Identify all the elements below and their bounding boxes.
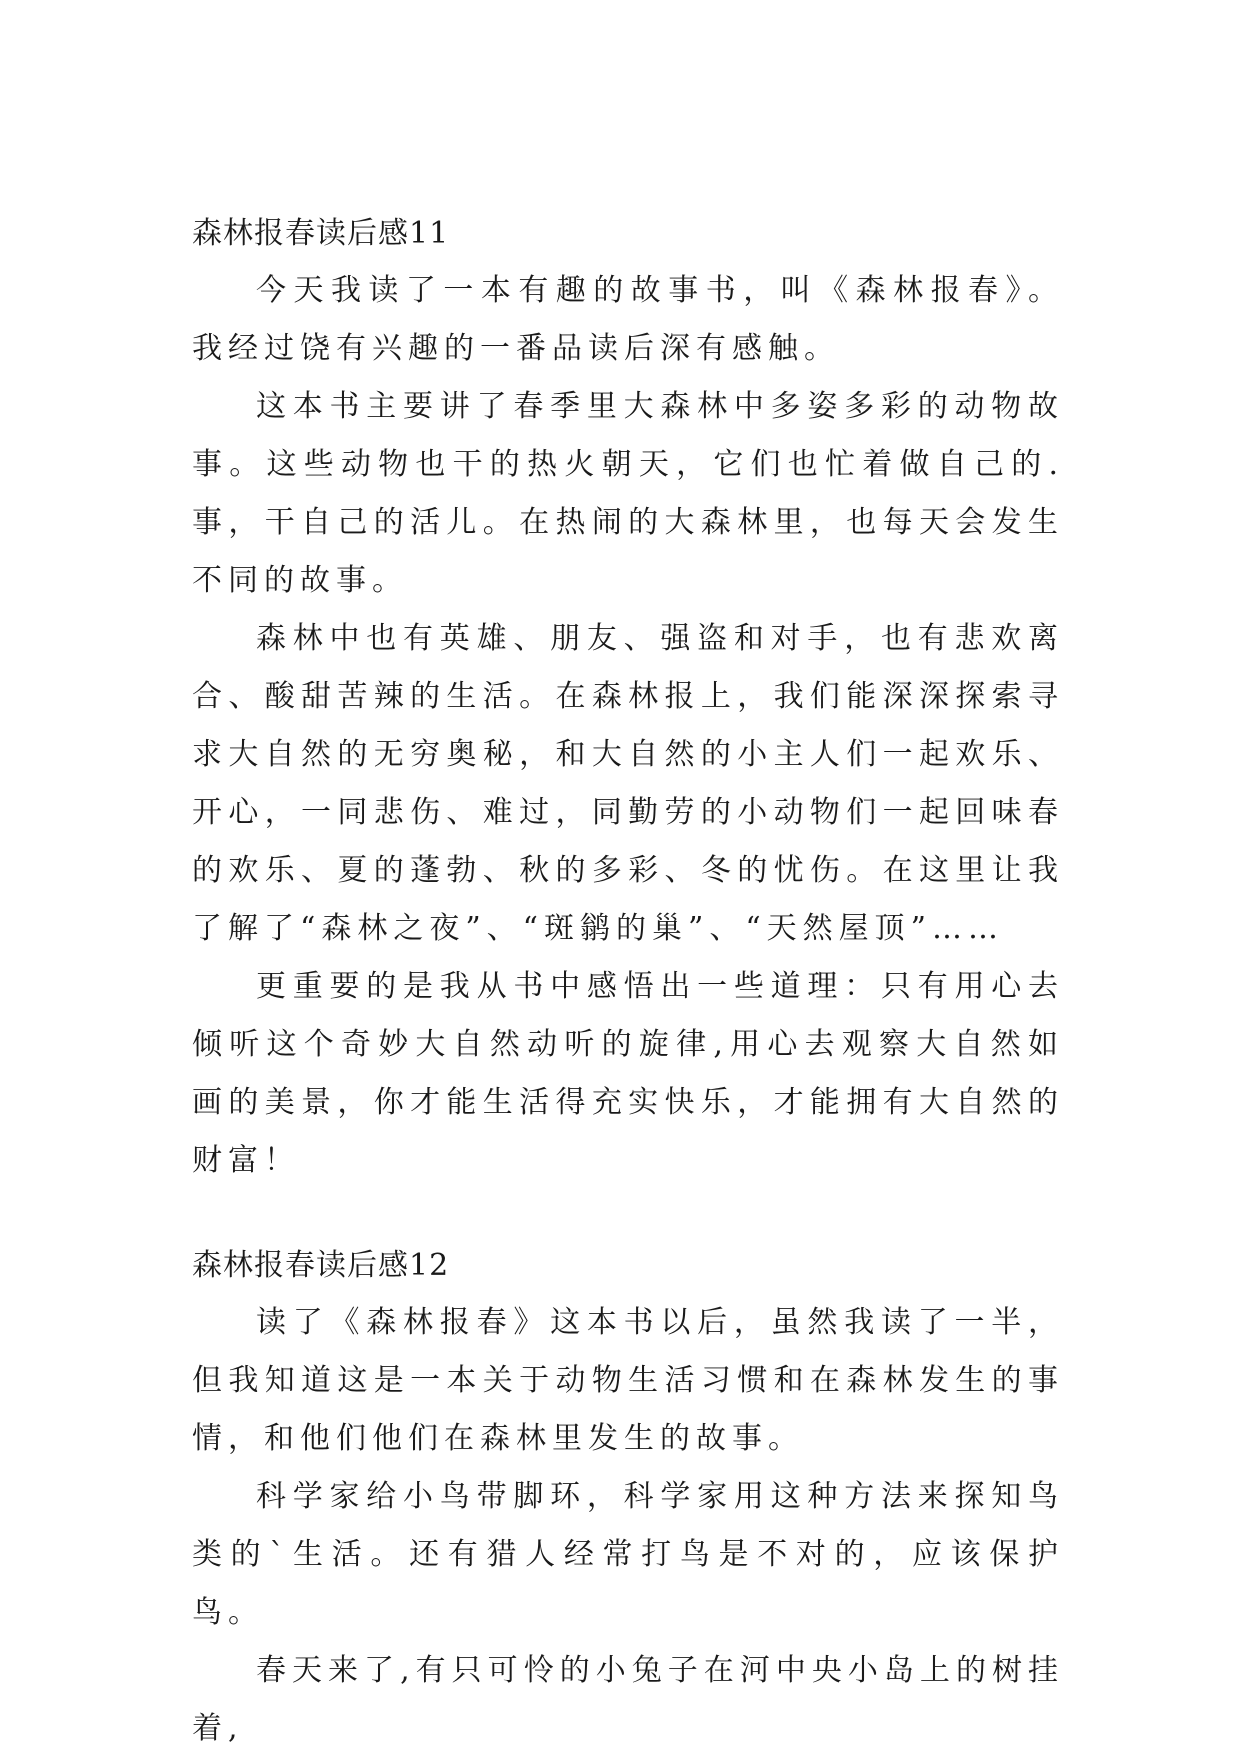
paragraph: 读了《森林报春》这本书以后，虽然我读了一半，但我知道这是一本关于动物生活习惯和在森林发生的事情，和他们他们在森林里发生的故事。 xyxy=(192,1305,1064,1456)
section-title: 森林报春读后感12 xyxy=(192,1248,450,1283)
essay-section-12 xyxy=(192,1246,1064,1758)
paragraph: 春天来了,有只可怜的小兔子在河中央小岛上的树挂着, xyxy=(192,1653,1064,1746)
paragraph: 科学家给小鸟带脚环，科学家用这种方法来探知鸟类的`生活。还有猎人经常打鸟是不对的，应该保护鸟。 xyxy=(192,1479,1064,1630)
paragraph: 这本书主要讲了春季里大森林中多姿多彩的动物故事。这些动物也干的热火朝天，它们也忙着做自己的.事，干自己的活儿。在热闹的大森林里，也每天会发生不同的故事。 xyxy=(192,389,1064,598)
document-body xyxy=(192,214,1064,1758)
section-title: 森林报春读后感11 xyxy=(192,216,450,251)
paragraph: 更重要的是我从书中感悟出一些道理：只有用心去倾听这个奇妙大自然动听的旋律,用心去观察大自然如画的美景，你才能生活得充实快乐，才能拥有大自然的财富！ xyxy=(192,969,1064,1178)
paragraph: 森林中也有英雄、朋友、强盗和对手，也有悲欢离合、酸甜苦辣的生活。在森林报上，我们能深深探索寻求大自然的无穷奥秘，和大自然的小主人们一起欢乐、开心，一同悲伤、难过，同勤劳的小动物们一起回味春的欢乐、夏的蓬勃、秋的多彩、冬的忧伤。在这里让我了解了“森林之夜”、“斑鹟的巢”、“天然屋顶”…… xyxy=(192,621,1064,946)
paragraph: 今天我读了一本有趣的故事书，叫《森林报春》。我经过饶有兴趣的一番品读后深有感触。 xyxy=(192,273,1064,366)
essay-section-11 xyxy=(192,214,1064,1190)
